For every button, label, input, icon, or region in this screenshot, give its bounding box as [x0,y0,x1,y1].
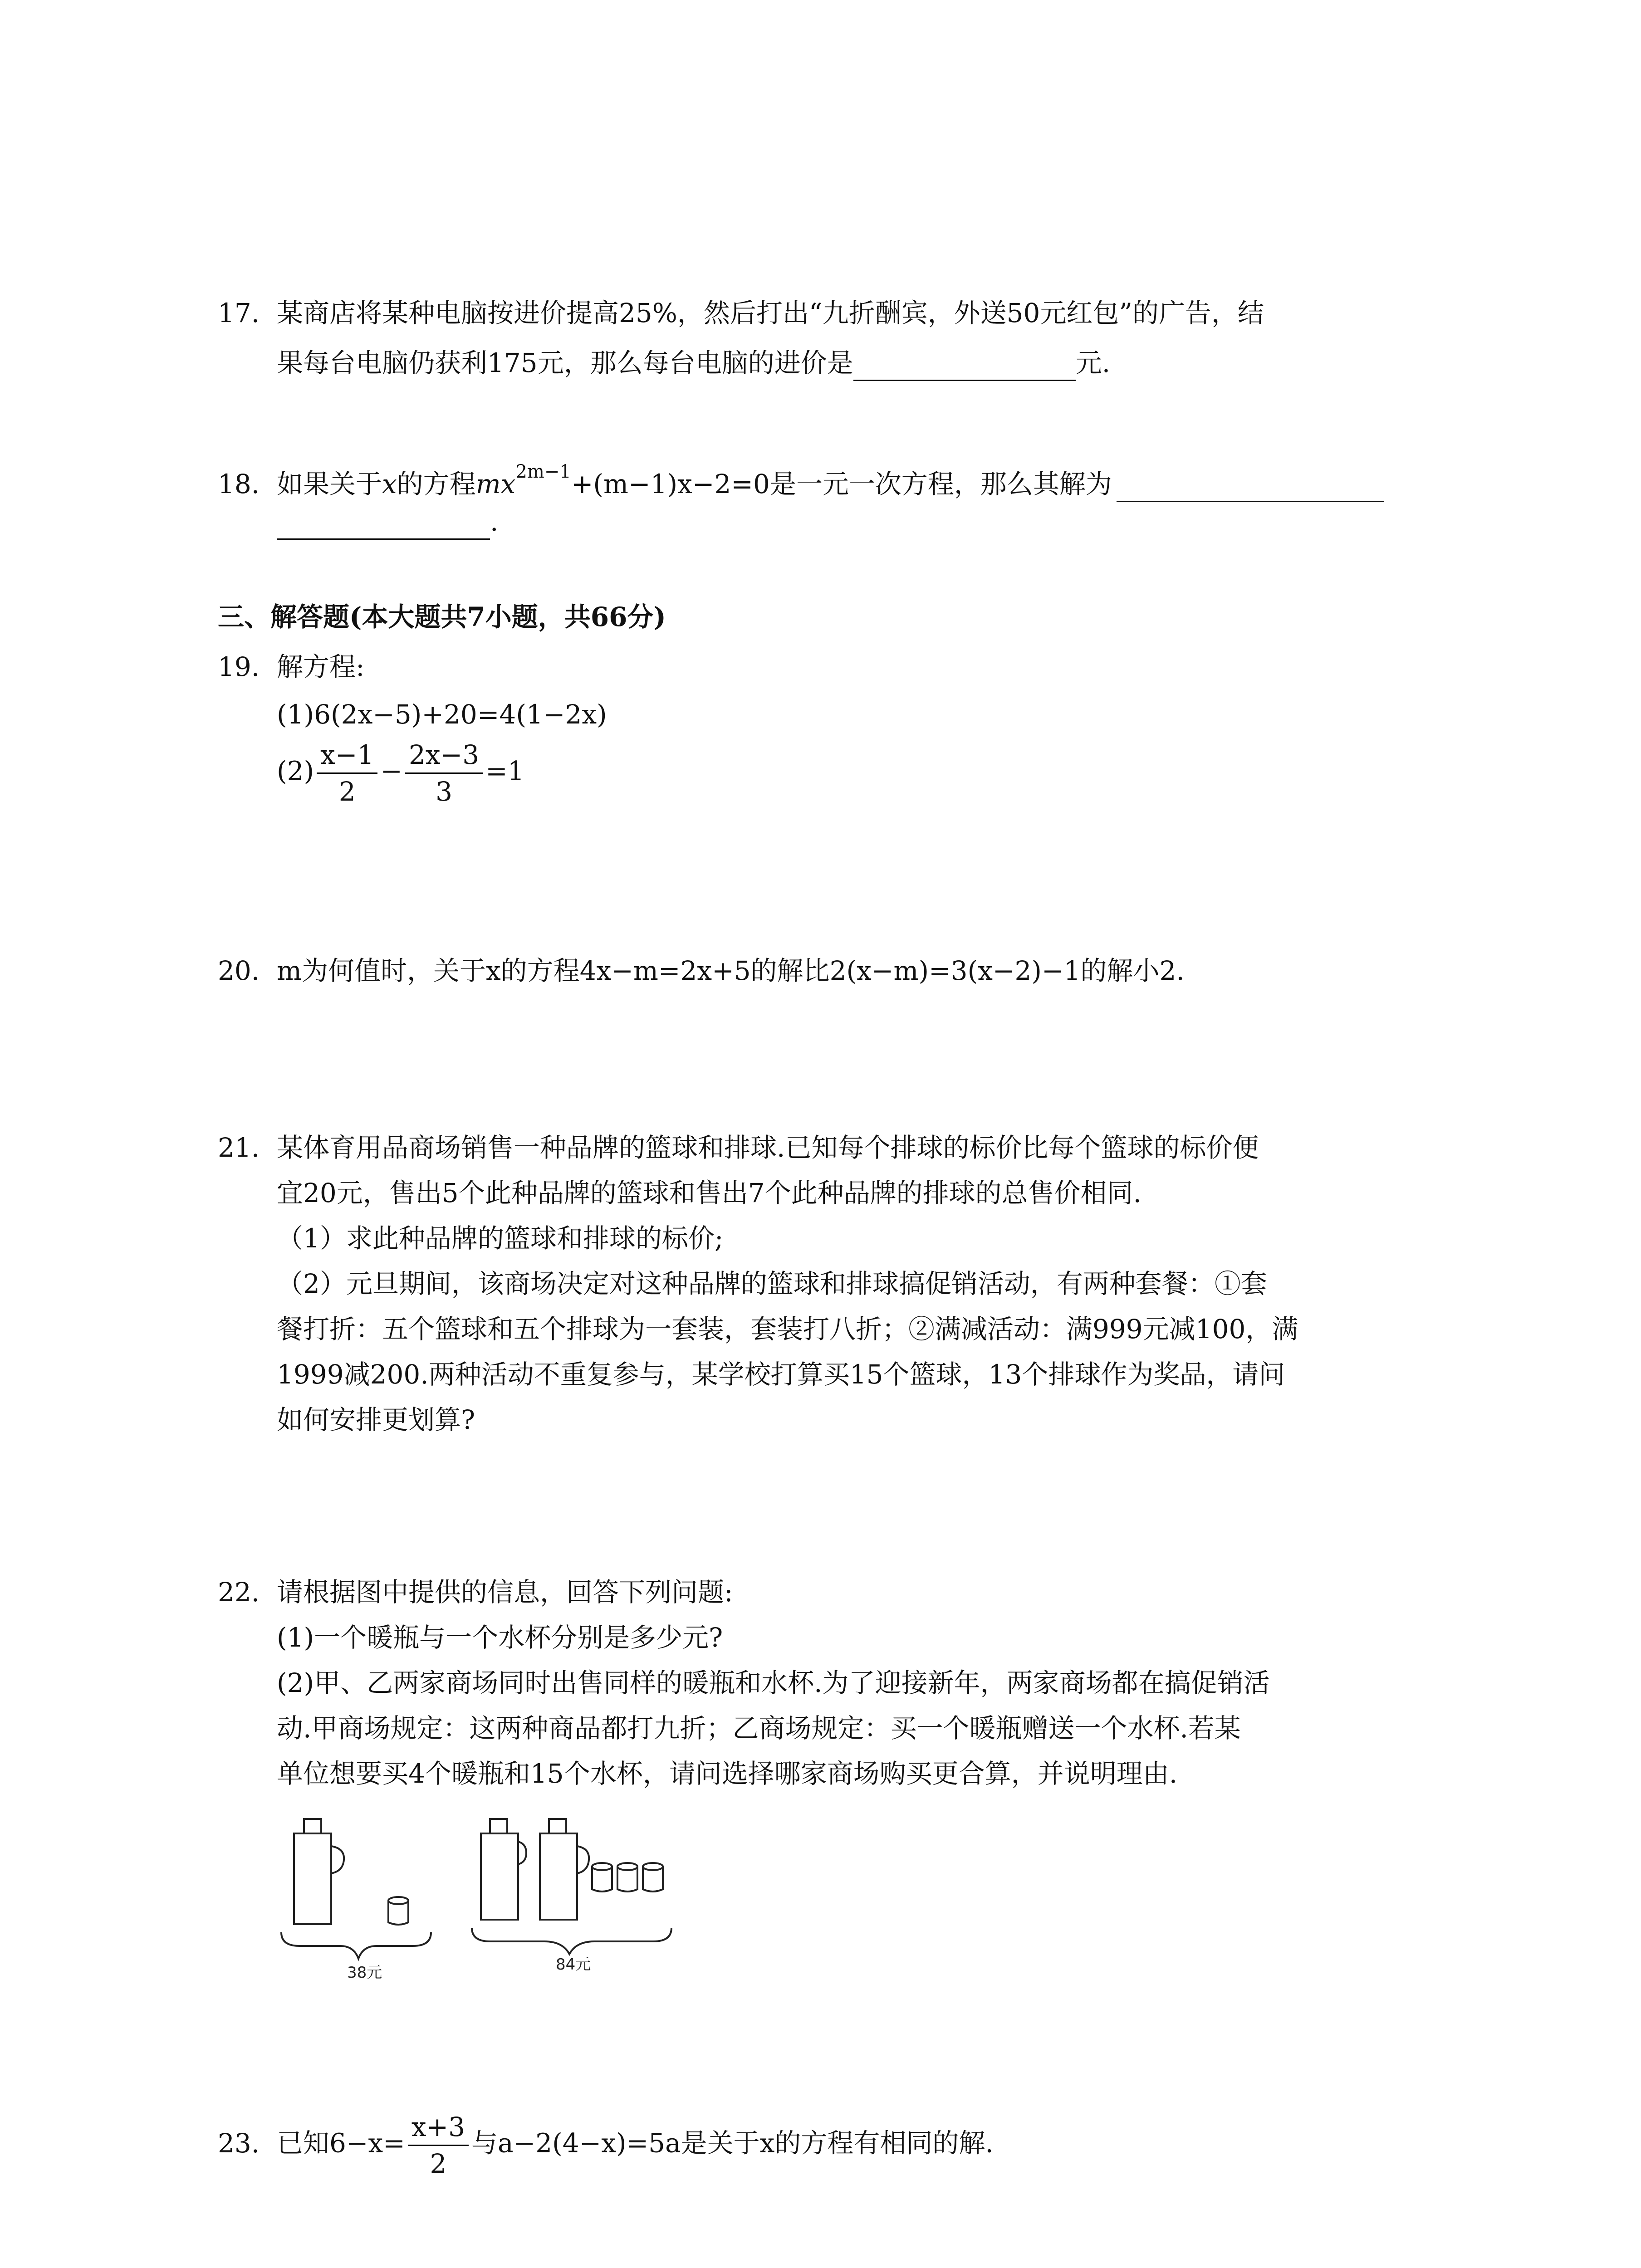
q19-intro: 解方程: [277,651,365,682]
q22-text-4: 动.甲商场规定：这两种商品都打九折；乙商场规定：买一个暖瓶赠送一个水杯.若某 [277,1713,1241,1744]
q21-text-3: （1）求此种品牌的篮球和排球的标价; [277,1223,724,1254]
q18-var-x: x [382,469,397,499]
q23-number: 23. [218,2127,260,2159]
q18-answer-blank-1[interactable] [1117,474,1384,502]
q17-text-1: 某商店将某种电脑按进价提高25%，然后打出“九折酬宾，外送50元红包”的广告，结 [277,298,1264,328]
q19-fraction-1-den: 2 [338,776,356,807]
q18-line1 [218,454,1384,502]
q18-text-c: +(m−1)x−2=0是一元一次方程，那么其解为 [571,469,1112,499]
q18-exponent: 2m−1 [515,461,571,482]
q19-minus: − [380,755,402,787]
q19-line1 [218,649,365,685]
q21-text-6: 1999减200.两种活动不重复参与，某学校打算买15个篮球，13个排球作为奖品，请问 [277,1359,1285,1390]
q19-fraction-2-den: 3 [436,776,453,807]
q19-number: 19. [218,651,260,682]
q22-text-5: 单位想要买4个暖瓶和15个水杯，请问选择哪家商场购买更合算，并说明理由. [277,1758,1178,1789]
q18-m: m [475,469,501,499]
q20-number: 20. [218,955,260,986]
q22-text-3: (2)甲、乙两家商场同时出售同样的暖瓶和水杯.为了迎接新年，两家商场都在搞促销活 [277,1667,1270,1698]
q23-text-a: 已知6−x= [277,2127,405,2159]
thermos-icon [540,1819,589,1920]
q22-number: 22. [218,1577,260,1608]
q23-line [218,2109,994,2181]
q18-text-a: 如果关于 [277,469,382,499]
q17-answer-blank[interactable] [853,352,1076,381]
q21-text-1: 某体育用品商场销售一种品牌的篮球和排球.已知每个排球的标价比每个篮球的标价便 [277,1132,1259,1163]
q18-answer-blank-2[interactable] [277,511,490,540]
q17-line2 [277,345,1110,381]
q22-text-2: (1)一个暖瓶与一个水杯分别是多少元? [277,1622,723,1653]
q19-rhs: =1 [485,755,524,787]
q23-fraction-den: 2 [430,2148,447,2179]
cup-icon [388,1897,408,1925]
q17-text-2b: 元. [1075,347,1111,378]
q20-line [218,953,1185,989]
q18-end: . [490,506,499,537]
thermos-icon [481,1819,526,1920]
q21-text-4: （2）元旦期间，该商场决定对这种品牌的篮球和排球搞促销活动，有两种套餐：①套 [277,1268,1267,1299]
q21-text-2: 宜20元，售出5个此种品牌的篮球和售出7个此种品牌的排球的总售价相同. [277,1178,1142,1208]
q21-text-5: 餐打折：五个篮球和五个排球为一套装，套装打八折；②满减活动：满999元减100，满 [277,1314,1298,1344]
left-brace [281,1932,431,1959]
q19-part-2 [277,737,524,809]
q19-part-2-label: (2) [277,755,314,787]
q23-fraction [408,2109,469,2181]
q18-line2 [277,503,498,540]
q18-x: x [500,469,516,499]
q19-part-1: (1)6(2x−5)+20=4(1−2x) [277,699,607,730]
q17-number: 17. [218,298,260,328]
right-brace [472,1928,671,1954]
q21-line1 [218,1129,1259,1166]
q18-number: 18. [218,469,260,499]
q23-fraction-num: x+3 [408,2109,469,2146]
q22-line1 [218,1574,733,1610]
left-price-label: 38元 [347,1964,382,1982]
q17-line1 [218,295,1264,331]
cup-icon [643,1863,663,1892]
q17-text-2a: 果每台电脑仍获利175元，那么每台电脑的进价是 [277,347,853,378]
cup-icon [617,1863,637,1892]
q21-number: 21. [218,1132,260,1163]
q19-fraction-2 [405,737,483,809]
section-3-title: 三、解答题(本大题共7小题，共66分) [218,601,666,632]
q19-fraction-1-num: x−1 [317,737,377,774]
q22-text-1: 请根据图中提供的信息，回答下列问题: [277,1577,733,1608]
q21-text-7: 如何安排更划算? [277,1404,475,1435]
q23-text-b: 与a−2(4−x)=5a是关于x的方程有相同的解. [471,2127,994,2159]
q18-text-b: 的方程 [397,469,476,499]
right-price-label: 84元 [556,1955,591,1974]
q22-figure [272,1810,681,1982]
q20-text: m为何值时，关于x的方程4x−m=2x+5的解比2(x−m)=3(x−2)−1的解小2. [277,955,1185,986]
q19-fraction-1 [317,737,377,809]
q19-fraction-2-num: 2x−3 [405,737,483,774]
thermos-icon [294,1819,344,1924]
cup-icon [592,1863,612,1892]
